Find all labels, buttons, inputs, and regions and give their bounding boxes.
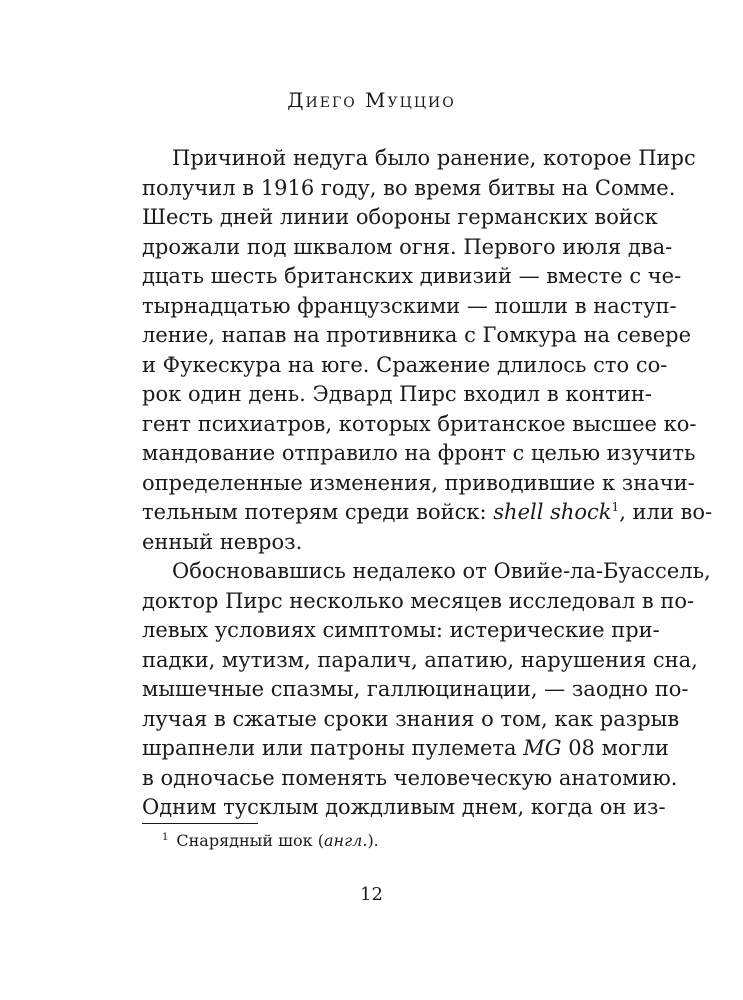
text-line: доктор Пирс несколько месяцев исследовал в по- [142, 588, 695, 613]
text-line: дрожали под шквалом огня. Первого июля два- [142, 234, 673, 259]
text-segment: тельным потерям среди войск: [142, 500, 494, 524]
text-line: левых условиях симптомы: истерические при- [142, 618, 660, 642]
text-line: лучая в сжатые сроки знания о том, как разрыв [142, 706, 680, 731]
footnote-text-end: ). [367, 831, 379, 850]
text-line: Причиной недуга было ранение, которое Пирс [172, 146, 696, 170]
text-line: ление, напав на противника с Гомкура на севере [142, 323, 692, 347]
footnote [162, 830, 379, 852]
text-line: определенные изменения, приводившие к значи- [142, 470, 695, 495]
text-line: и Фукескура на юге. Сражение длилось сто со- [142, 352, 668, 377]
footnote-italic: англ. [324, 831, 368, 850]
body-text [142, 144, 713, 823]
text-line: Шесть дней линии обороны германских войск [142, 205, 658, 229]
text-line: падки, мутизм, паралич, апатию, нарушения сна, [142, 647, 698, 672]
text-line: рок один день. Эдвард Пирс входил в контин- [142, 382, 652, 406]
text-line: гент психиатров, которых британское высшее ко- [142, 411, 697, 436]
text-line-with-footnote [142, 498, 713, 528]
footnote-reference[interactable]: 1 [611, 500, 620, 514]
italic-term: MG [523, 736, 562, 760]
text-line: мандование отправило на фронт с целью изучить [142, 441, 696, 465]
text-line: мышечные спазмы, галлюцинации, — заодно по- [142, 677, 689, 701]
text-segment: шрапнели или патроны пулемета [142, 736, 524, 760]
text-line [142, 734, 669, 764]
footnote-divider [142, 823, 258, 824]
text-segment: 08 могли [561, 736, 669, 760]
page-number: 12 [360, 884, 383, 905]
text-line: в одночасье поменять человеческую анатомию. [142, 765, 678, 790]
text-line: получил в 1916 году, во время битвы на Сомме. [142, 175, 676, 200]
text-segment: , или во- [619, 500, 713, 524]
footnote-text: Снарядный шок ( [176, 831, 324, 850]
foreign-term: shell shock [493, 500, 612, 524]
footnote-mark: 1 [162, 832, 169, 843]
running-head: Диего Муццио [287, 88, 456, 112]
text-line: Обосновавшись недалеко от Овийе-ла-Буассель, [172, 559, 711, 583]
text-line: енный невроз. [142, 529, 303, 554]
text-line: Одним тусклым дождливым днем, когда он из- [142, 795, 666, 819]
text-line: тырнадцатью французскими — пошли в наступ- [142, 293, 677, 318]
text-line: дцать шесть британских дивизий — вместе с че- [142, 264, 682, 288]
